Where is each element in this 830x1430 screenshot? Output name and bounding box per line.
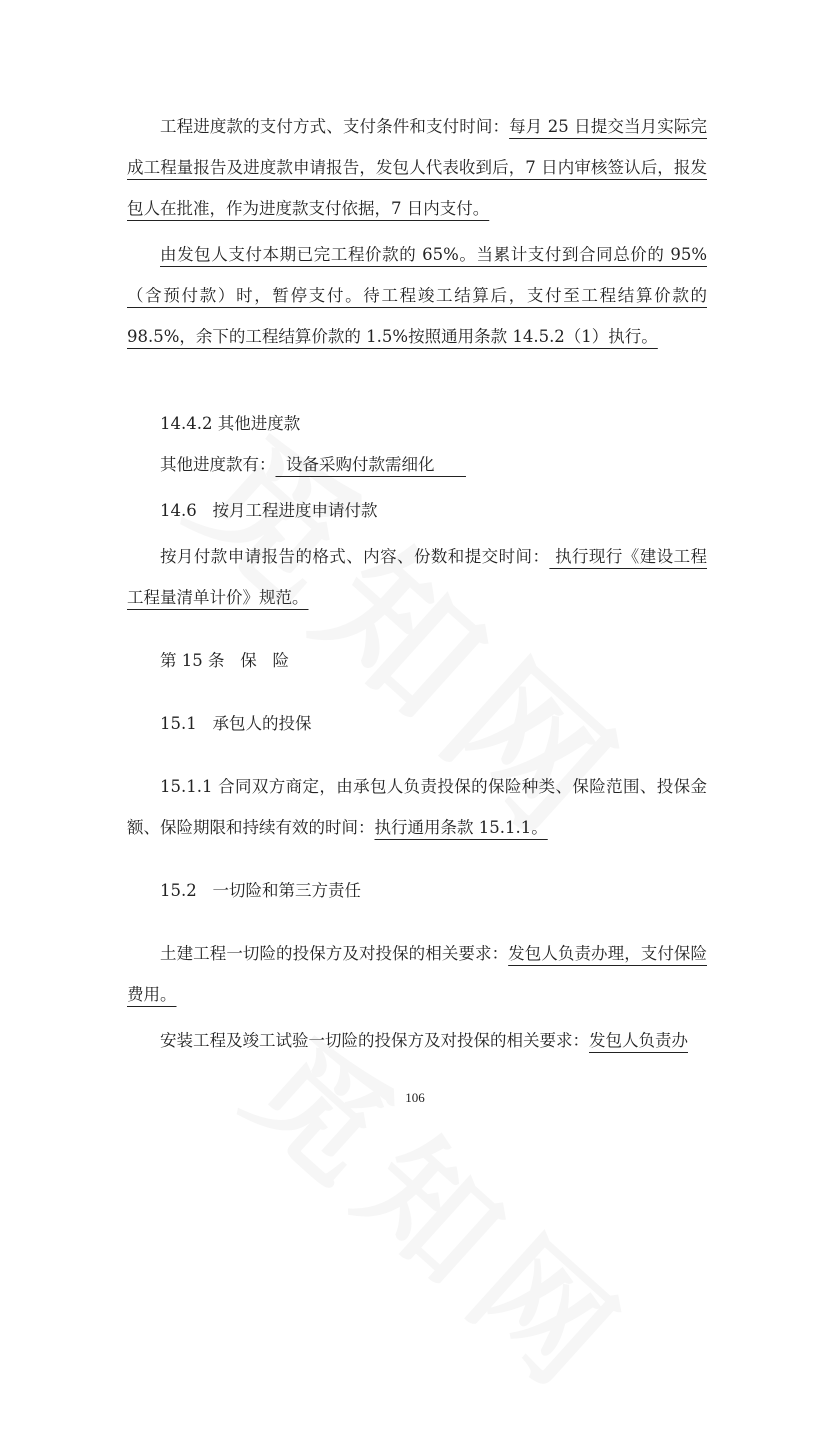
other-progress-paragraph	[127, 444, 707, 485]
monthly-application-paragraph	[127, 536, 707, 618]
payment-terms-label: 工程进度款的支付方式、支付条件和支付时间：	[160, 117, 510, 136]
section-heading-14-4-2: 14.4.2 其他进度款	[160, 414, 301, 433]
civil-insurance-label: 土建工程一切险的投保方及对投保的相关要求：	[160, 944, 509, 963]
section-heading-14-6: 14.6 按月工程进度申请付款	[160, 501, 378, 520]
page-number: 106	[405, 1090, 425, 1105]
payment-terms-paragraph	[127, 106, 707, 229]
monthly-application-value: 执行现行《建设工程工程量清单计价》规范。	[127, 547, 708, 607]
installation-insurance-value: 发包人负责办	[589, 1031, 688, 1050]
insurance-label: 15.1.1 合同双方商定，由承包人负责投保的保险种类、保险范围、投保金额、保险期限和持续有效的时间：	[127, 777, 707, 837]
document-body	[127, 106, 707, 1061]
civil-insurance-value: 发包人负责办理，支付保险费用。	[127, 944, 707, 1004]
payment-ratio-paragraph	[127, 234, 707, 357]
monthly-application-label: 按月付款申请报告的格式、内容、份数和提交时间：	[160, 547, 550, 566]
insurance-value: 执行通用条款 15.1.1。	[374, 818, 548, 837]
section-heading-15-1: 15.1 承包人的投保	[160, 714, 312, 733]
article-heading-15: 第 15 条 保 险	[160, 651, 289, 670]
installation-insurance-paragraph	[127, 1020, 707, 1061]
section-heading-15-2: 15.2 一切险和第三方责任	[160, 881, 361, 900]
civil-insurance-paragraph	[127, 933, 707, 1015]
installation-insurance-label: 安装工程及竣工试验一切险的投保方及对投保的相关要求：	[160, 1031, 589, 1050]
payment-terms-value: 每月 25 日提交当月实际完成工程量报告及进度款申请报告，发包人代表收到后，7 日内审核签认后，报发包人在批准，作为进度款支付依据，7 日内支付。	[127, 117, 707, 218]
payment-ratio-value: 由发包人支付本期已完工程价款的 65%。当累计支付到合同总价的 95%（含预付款）时，暂停支付。待工程竣工结算后，支付至工程结算价款的 98.5%，余下的工程结算价款的 1.5%按照通用条款 14.5.2（1）执行。	[127, 245, 707, 346]
other-progress-label: 其他进度款有：	[160, 455, 276, 474]
insurance-paragraph-15-1-1	[127, 766, 707, 848]
other-progress-value: 设备采购付款需细化	[275, 455, 466, 474]
